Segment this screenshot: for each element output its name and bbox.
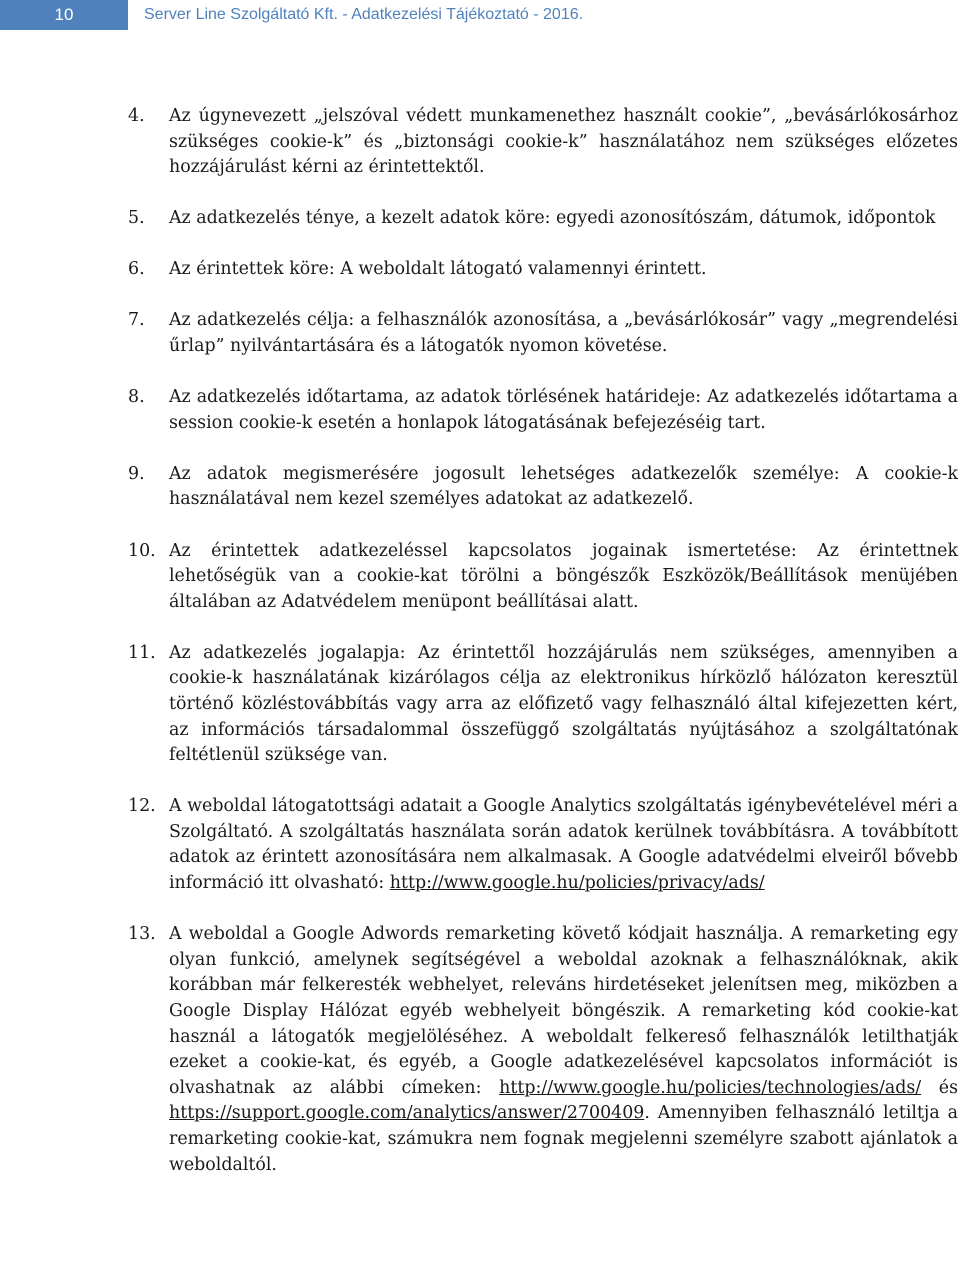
item-text: [169, 922, 958, 1178]
list-item: [128, 257, 958, 283]
list-item: [128, 462, 958, 513]
list-item: [128, 922, 958, 1178]
item-text: Az adatkezelés jogalapja: Az érintettől hozzájárulás nem szükséges, amennyiben a cookie-k használatának kizárólagos célja az elektronikus hírközlő hálózaton keresztül történő közléstovábbítás vagy arra az előfizető vagy felhasználó által kifejezetten kért, az információs társadalommal összefüggő szolgáltatás nyújtásához a szolgáltatónak feltétlenül szüksége van.: [169, 642, 958, 766]
item-text: Az úgynevezett „jelszóval védett munkamenethez használt cookie”, „bevásárlókosárhoz szükséges cookie-k” és „biztonsági cookie-k” használatához nem szükséges előzetes hozzájárulást kérni az érintettektől.: [169, 106, 958, 178]
list-item: [128, 104, 958, 181]
item-text: Az adatkezelés célja: a felhasználók azonosítása, a „bevásárlókosár” vagy „megrendelési űrlap” nyilvántartására és a látogatók nyomon követése.: [169, 310, 958, 357]
item-text: Az adatok megismerésére jogosult lehetséges adatkezelők személye: A cookie-k használatával nem kezel személyes adatokat az adatkezelő.: [169, 463, 958, 510]
item-number: 9.: [128, 463, 145, 484]
list-item: [128, 308, 958, 359]
item-text: Az érintettek adatkezeléssel kapcsolatos jogainak ismertetése: Az érintettnek lehetőségük van a cookie-kat törölni a böngészők Eszközök/Beállítások menüjében általában az Adatvédelem menüpont beállításai alatt.: [169, 540, 958, 612]
item-number: 7.: [128, 310, 145, 331]
page-number-badge: 10: [0, 0, 128, 30]
item-number: 13.: [128, 924, 156, 945]
list-item: [128, 206, 958, 232]
privacy-policy-link[interactable]: http://www.google.hu/policies/privacy/ads/: [389, 873, 765, 894]
item-number: 4.: [128, 106, 145, 126]
item-text: Az érintettek köre: A weboldalt látogató valamennyi érintett.: [169, 259, 707, 280]
item-number: 11.: [128, 642, 156, 663]
item-text-tail: . Amennyiben felhasználó letiltja a remarketing cookie-kat, számukra nem fognak megjelenni személyre szabott ajánlatok a weboldaltól.: [169, 1103, 958, 1175]
item-number: 8.: [128, 387, 145, 408]
analytics-support-link[interactable]: https://support.google.com/analytics/answer/2700409: [169, 1103, 645, 1124]
item-number: 6.: [128, 259, 145, 280]
document-body: [128, 104, 958, 1204]
item-text-body: A weboldal a Google Adwords remarketing követő kódjait használja. A remarketing egy olyan funkció, amelynek segítségével a weboldal azoknak a felhasználóknak, akik korábban már felkeresték webhelyet, releváns hirdetéseket jelenítsen meg, miközben a Google Display Hálózat egyéb webhelyeit böngészik. A remarketing kód cookie-kat használ a látogatók megjelöléséhez. A weboldalt felkereső felhasználók letilthatják ezeket a cookie-kat, és egyéb, a Google adatkezelésével kapcsolatos információt is olvashatnak az alábbi címeken:: [169, 924, 958, 1098]
header-title: Server Line Szolgáltató Kft. - Adatkezelési Tájékoztató - 2016.: [144, 6, 584, 23]
item-text: [169, 794, 958, 896]
page-header: [0, 0, 960, 36]
conjunction-text: és: [938, 1077, 959, 1098]
list-item: [128, 794, 958, 896]
item-text: Az adatkezelés időtartama, az adatok törlésének határideje: Az adatkezelés időtartama a session cookie-k esetén a honlapok látogatásának befejezéséig tart.: [169, 387, 958, 433]
technologies-ads-link[interactable]: http://www.google.hu/policies/technologies/ads/: [499, 1077, 922, 1098]
item-number: 5.: [128, 208, 145, 229]
list-item: [128, 641, 958, 769]
list-item: [128, 539, 958, 616]
item-number: 10.: [128, 540, 156, 561]
item-text: Az adatkezelés ténye, a kezelt adatok köre: egyedi azonosítószám, dátumok, időpontok: [169, 208, 936, 229]
list-item: [128, 385, 958, 436]
item-text-body: A weboldal látogatottsági adatait a Google Analytics szolgáltatás igénybevételével méri a Szolgáltató. A szolgáltatás használata során adatok kerülnek továbbításra. A továbbított adatok az érintett azonosítására nem alkalmasak. A Google adatvédelmi elveiről bővebb információ itt olvasható:: [169, 796, 958, 894]
item-number: 12.: [128, 796, 156, 817]
